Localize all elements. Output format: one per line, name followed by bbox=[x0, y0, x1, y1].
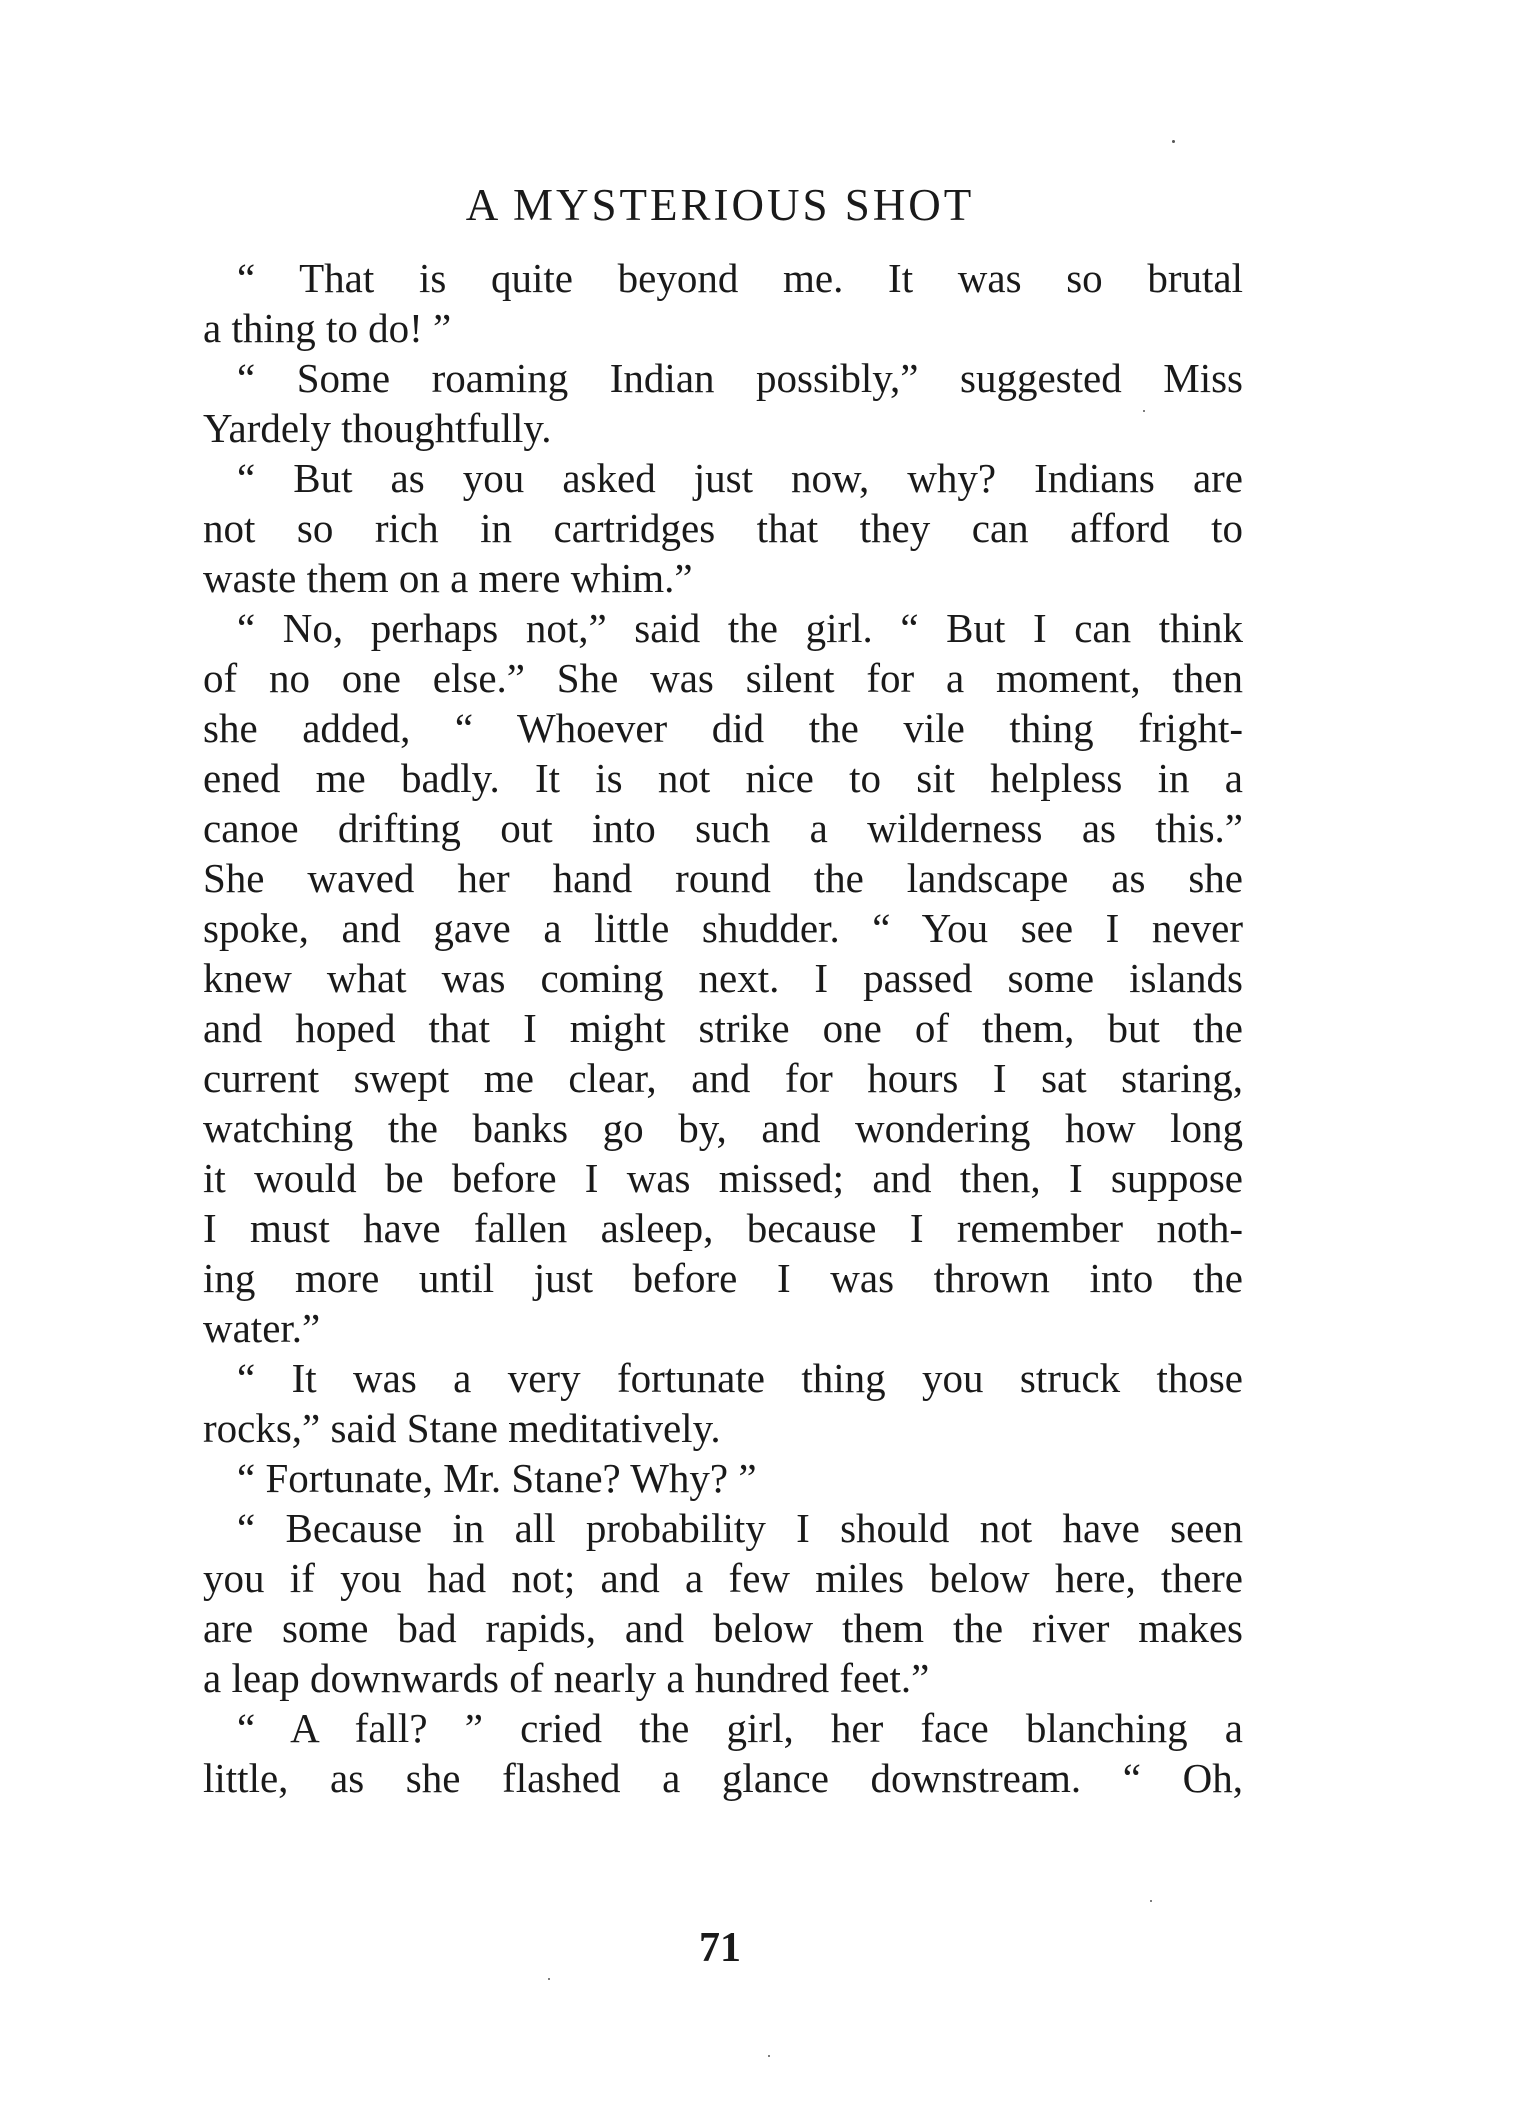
text-line: “ No, perhaps not,” said the girl. “ But I can think bbox=[237, 605, 1243, 651]
text-line: Yardely thoughtfully. bbox=[203, 405, 552, 451]
text-line: rocks,” said Stane meditatively. bbox=[203, 1405, 721, 1451]
text-line: it would be before I was missed; and then, I suppose bbox=[203, 1155, 1243, 1201]
text-line: you if you had not; and a few miles below here, there bbox=[203, 1555, 1243, 1601]
scan-speck bbox=[548, 1978, 550, 1980]
text-line: a leap downwards of nearly a hundred feet.” bbox=[203, 1655, 930, 1701]
text-line: spoke, and gave a little shudder. “ You see I never bbox=[203, 905, 1243, 951]
text-line: ened me badly. It is not nice to sit helpless in a bbox=[203, 755, 1243, 801]
text-line: “ Fortunate, Mr. Stane? Why? ” bbox=[237, 1455, 757, 1501]
text-line: of no one else.” She was silent for a moment, then bbox=[203, 655, 1243, 701]
text-line: ing more until just before I was thrown into the bbox=[203, 1255, 1243, 1301]
text-line: and hoped that I might strike one of them, but the bbox=[203, 1005, 1243, 1051]
text-line: knew what was coming next. I passed some islands bbox=[203, 955, 1243, 1001]
text-line: a thing to do! ” bbox=[203, 305, 452, 351]
text-line: are some bad rapids, and below them the river makes bbox=[203, 1605, 1243, 1651]
scan-speck bbox=[1143, 410, 1145, 412]
text-line: “ That is quite beyond me. It was so brutal bbox=[237, 255, 1243, 301]
text-line: “ Because in all probability I should not have seen bbox=[237, 1505, 1243, 1551]
text-line: “ A fall? ” cried the girl, her face blanching a bbox=[237, 1705, 1243, 1751]
scan-speck bbox=[768, 2055, 770, 2057]
text-line: watching the banks go by, and wondering how long bbox=[203, 1105, 1243, 1151]
text-line: canoe drifting out into such a wilderness as this.” bbox=[203, 805, 1243, 851]
running-head: A MYSTERIOUS SHOT bbox=[465, 180, 975, 230]
text-line: waste them on a mere whim.” bbox=[203, 555, 693, 601]
page-number: 71 bbox=[699, 1925, 741, 1971]
text-line: water.” bbox=[203, 1305, 321, 1351]
text-line: current swept me clear, and for hours I sat staring, bbox=[203, 1055, 1243, 1101]
text-line: “ But as you asked just now, why? Indians are bbox=[237, 455, 1243, 501]
text-line: “ It was a very fortunate thing you struck those bbox=[237, 1355, 1243, 1401]
text-line: She waved her hand round the landscape as she bbox=[203, 855, 1243, 901]
text-line: “ Some roaming Indian possibly,” suggested Miss bbox=[237, 355, 1243, 401]
text-line: I must have fallen asleep, because I remember noth- bbox=[203, 1205, 1243, 1251]
scan-speck bbox=[1150, 1900, 1152, 1902]
scan-speck bbox=[1172, 140, 1175, 143]
text-line: little, as she flashed a glance downstream. “ Oh, bbox=[203, 1755, 1243, 1801]
body-text bbox=[203, 253, 1243, 1803]
text-line: she added, “ Whoever did the vile thing fright- bbox=[203, 705, 1243, 751]
text-line: not so rich in cartridges that they can afford to bbox=[203, 505, 1243, 551]
